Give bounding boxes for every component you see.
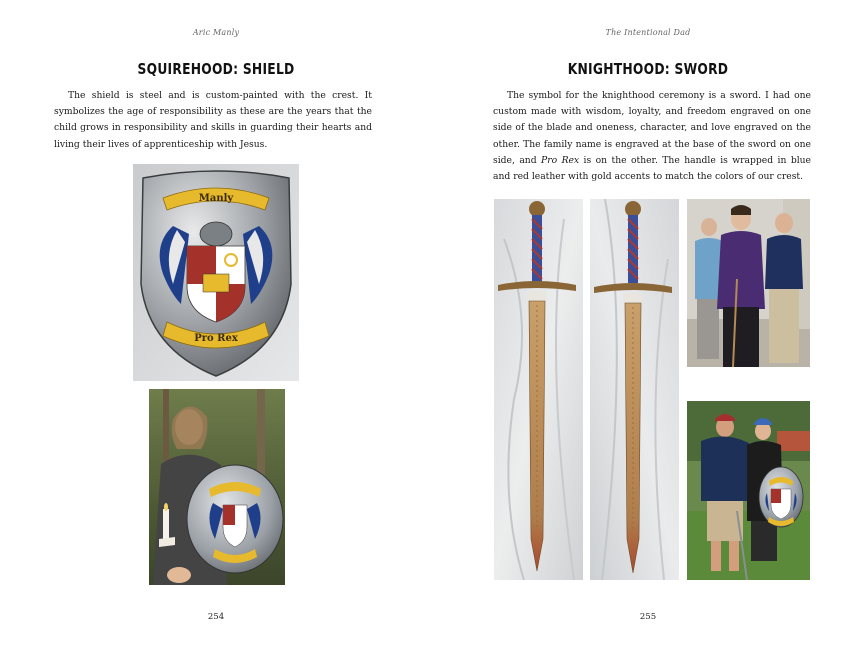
sword-paragraph-part-a: The symbol for the knighthood ceremony is a sword. I had one custom made with wisdom, loyalty, and freedom engraved on one side of the blade and oneness, character, and love engraved on the other. The family name is engraved at the base of the sword on one side, and <box>493 90 811 166</box>
sword-paragraph-part-c: is on the other. The handle is wrapped in blue and red leather with gold accents to match the colors of our crest. <box>493 154 811 183</box>
sword-photo-side-one <box>494 199 583 580</box>
knighthood-ceremony-photo <box>687 199 810 367</box>
father-son-shield-photo <box>687 401 810 580</box>
section-title-sword: KNIGHTHOOD: SWORD <box>567 60 729 78</box>
page-number-left: 254 <box>207 612 225 622</box>
running-head-book: The Intentional Dad <box>605 28 691 37</box>
section-title-shield: SQUIREHOOD: SHIELD <box>137 60 295 78</box>
crest-banner-bottom-text: Pro Rex <box>194 333 238 344</box>
sword-paragraph-italic: Pro Rex <box>541 154 580 166</box>
shield-photo <box>133 164 299 381</box>
shield-paragraph: The shield is steel and is custom-painted with the crest. It symbolizes the age of responsibility as these are the years that the child grows in responsibility and skills in guarding their hearts and living their lives of apprenticeship with Jesus. <box>54 90 372 150</box>
girl-with-shield-photo <box>149 389 285 585</box>
crest-banner-top-text: Manly <box>198 193 234 204</box>
running-head-author: Aric Manly <box>192 28 240 37</box>
sword-paragraph <box>493 88 811 185</box>
page-number-right: 255 <box>639 612 657 622</box>
sword-photo-side-two <box>590 199 679 580</box>
